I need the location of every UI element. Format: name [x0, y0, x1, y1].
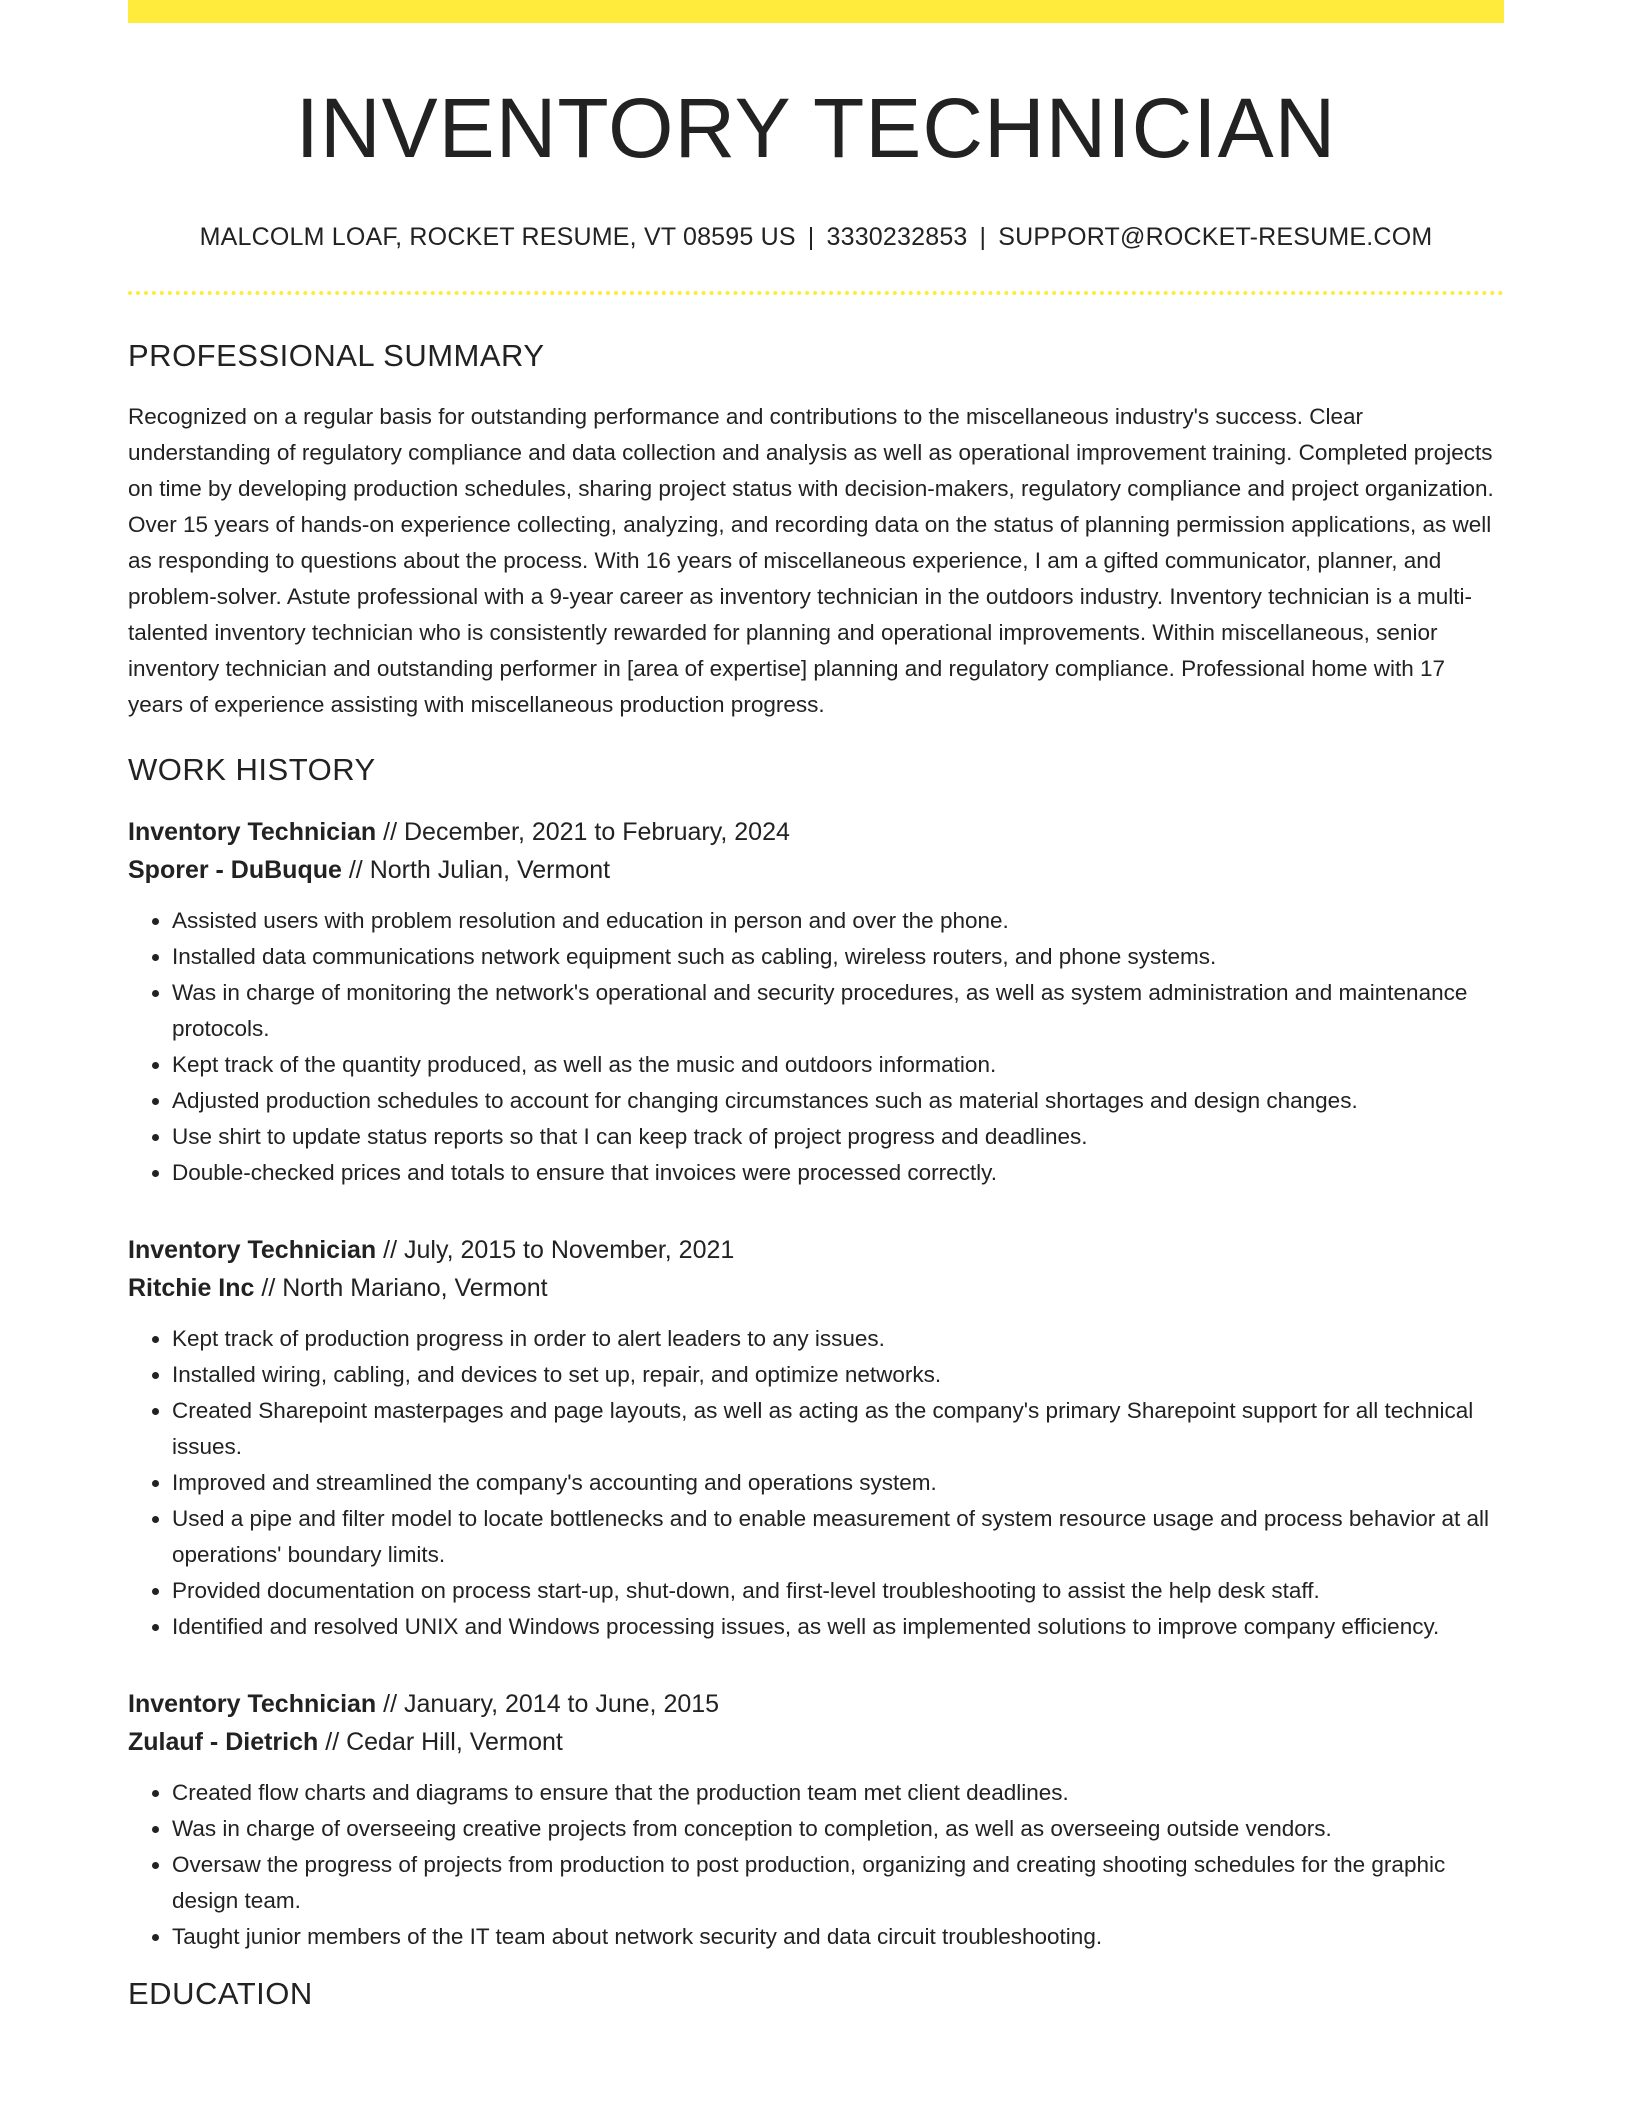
summary-text: Recognized on a regular basis for outstanding performance and contributions to the miscellaneous industry's success. Clear understanding of regulatory compliance and data collection and analysis as well as operational improvement training. Completed projects on time by developing production schedules, sharing project status with decision-makers, regulatory compliance and project organization. Over 15 years of hands-on experience collecting, analyzing, and recording data on the status of planning permission applications, as well as responding to questions about the process. With 16 years of miscellaneous experience, I am a gifted communicator, planner, and problem-solver. Astute professional with a 9-year career as inventory technician in the outdoors industry. Inventory technician is a multi-talented inventory technician who is consistently rewarded for planning and operational improvements. Within miscellaneous, senior inventory technician and outstanding performer in [area of expertise] planning and regulatory compliance. Professional home with 17 years of experience assisting with miscellaneous production progress. — [128, 404, 1494, 717]
job-title-line — [128, 813, 1504, 851]
job-bullet: • Double-checked prices and totals to ensure that invoices were processed correctly. — [172, 1155, 1504, 1191]
job-bullet-list — [128, 903, 1504, 1191]
job-company-line — [128, 851, 1504, 889]
contact-phone: 3330232853 — [826, 223, 968, 251]
resume-page — [128, 0, 1504, 2013]
job-dates: // July, 2015 to November, 2021 — [376, 1236, 735, 1264]
contact-email: SUPPORT@ROCKET-RESUME.COM — [998, 223, 1433, 251]
contact-line — [128, 220, 1504, 254]
job-bullet: • Created Sharepoint masterpages and page layouts, as well as acting as the company's primary Sharepoint support for all technical issues. — [172, 1393, 1504, 1465]
job-bullet-list — [128, 1775, 1504, 1955]
job-dates: // December, 2021 to February, 2024 — [376, 818, 790, 846]
job-title-line — [128, 1685, 1504, 1723]
job-title-line — [128, 1231, 1504, 1269]
job-bullet: • Oversaw the progress of projects from production to post production, organizing and creating shooting schedules for the graphic design team. — [172, 1847, 1504, 1919]
job-company: Ritchie Inc — [128, 1274, 255, 1302]
job-bullet: • Taught junior members of the IT team about network security and data circuit troubleshooting. — [172, 1919, 1504, 1955]
job-bullet-list — [128, 1321, 1504, 1645]
contact-separator: | — [807, 223, 815, 251]
work-history-heading: WORK HISTORY — [128, 752, 376, 787]
job-bullet: • Identified and resolved UNIX and Windows processing issues, as well as implemented solutions to improve company efficiency. — [172, 1609, 1504, 1645]
job-dates: // January, 2014 to June, 2015 — [376, 1690, 720, 1718]
job-bullet: • Installed data communications network equipment such as cabling, wireless routers, and phone systems. — [172, 939, 1504, 975]
job-bullet: • Was in charge of monitoring the network's operational and security procedures, as well as system administration and maintenance protocols. — [172, 975, 1504, 1047]
job-title: Inventory Technician — [128, 1690, 377, 1718]
job-bullet: • Created flow charts and diagrams to ensure that the production team met client deadlines. — [172, 1775, 1504, 1811]
job-entry — [128, 813, 1504, 1191]
job-bullet: • Use shirt to update status reports so that I can keep track of project progress and deadlines. — [172, 1119, 1504, 1155]
accent-top-bar — [128, 0, 1504, 23]
job-location: // North Julian, Vermont — [341, 856, 611, 884]
job-entry — [128, 1685, 1504, 1955]
job-company: Sporer - DuBuque — [128, 856, 342, 884]
dotted-divider — [128, 291, 1504, 295]
job-bullet: • Installed wiring, cabling, and devices to set up, repair, and optimize networks. — [172, 1357, 1504, 1393]
job-company-line — [128, 1723, 1504, 1761]
resume-title: INVENTORY TECHNICIAN — [295, 81, 1337, 175]
education-heading: EDUCATION — [128, 1976, 313, 2011]
job-company-line — [128, 1269, 1504, 1307]
job-bullet: • Was in charge of overseeing creative projects from conception to completion, as well as overseeing outside vendors. — [172, 1811, 1504, 1847]
job-title: Inventory Technician — [128, 818, 377, 846]
job-entry — [128, 1231, 1504, 1645]
contact-address: MALCOLM LOAF, ROCKET RESUME, VT 08595 US — [199, 223, 796, 251]
summary-heading: PROFESSIONAL SUMMARY — [128, 338, 545, 373]
contact-separator: | — [979, 223, 987, 251]
job-bullet: • Assisted users with problem resolution and education in person and over the phone. — [172, 903, 1504, 939]
job-bullet: • Kept track of the quantity produced, as well as the music and outdoors information. — [172, 1047, 1504, 1083]
job-bullet: • Kept track of production progress in order to alert leaders to any issues. — [172, 1321, 1504, 1357]
job-location: // Cedar Hill, Vermont — [318, 1728, 563, 1756]
job-bullet: • Improved and streamlined the company's accounting and operations system. — [172, 1465, 1504, 1501]
job-company: Zulauf - Dietrich — [128, 1728, 319, 1756]
job-title: Inventory Technician — [128, 1236, 377, 1264]
job-bullet: • Adjusted production schedules to account for changing circumstances such as material shortages and design changes. — [172, 1083, 1504, 1119]
job-bullet: • Provided documentation on process start-up, shut-down, and first-level troubleshooting to assist the help desk staff. — [172, 1573, 1504, 1609]
job-location: // North Mariano, Vermont — [254, 1274, 548, 1302]
job-bullet: • Used a pipe and filter model to locate bottlenecks and to enable measurement of system resource usage and process behavior at all operations' boundary limits. — [172, 1501, 1504, 1573]
